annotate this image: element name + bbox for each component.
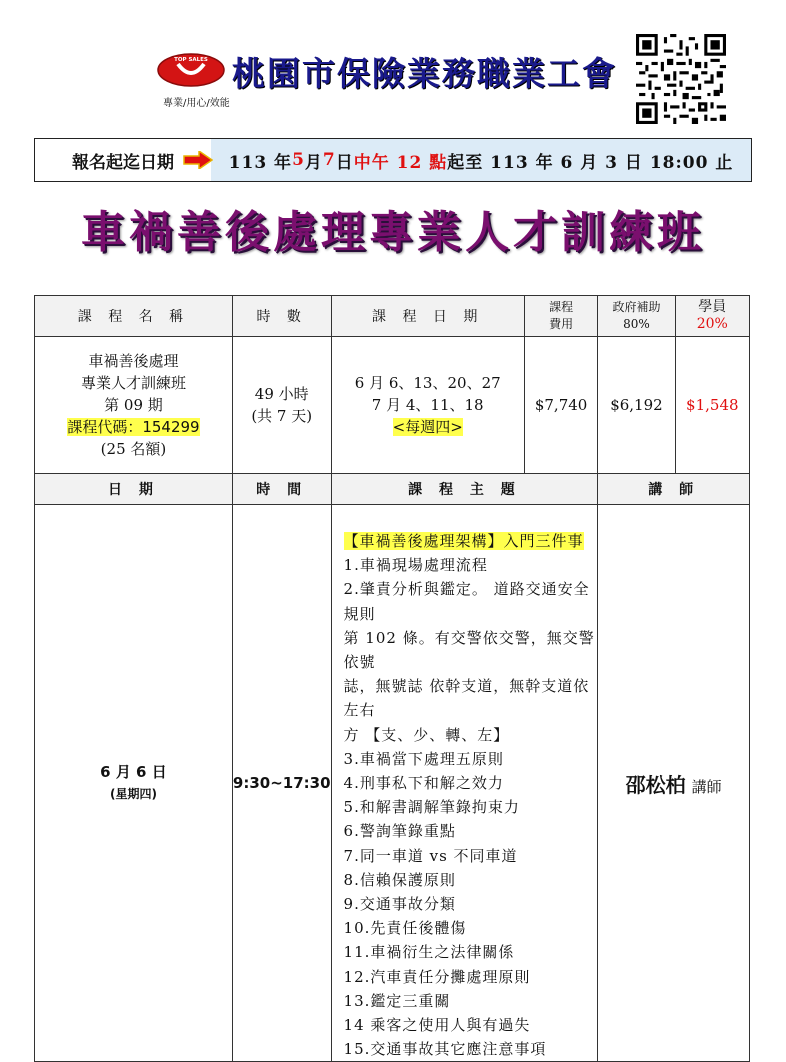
arrow-right-icon — [183, 151, 213, 169]
topic-item: 誌，無號誌 依幹支道，無幹支道依左右 — [343, 677, 590, 720]
topic-list — [331, 505, 598, 1062]
course-quota: (25 名額) — [100, 440, 167, 458]
header-student-l1: 學員 — [698, 299, 727, 315]
session-date-weekday: (星期四) — [109, 787, 157, 802]
topic-item: 4.刑事私下和解之效力 — [343, 774, 504, 793]
course-name-line: 車禍善後處理 — [88, 352, 179, 370]
topic-item: 方 【支、少、轉、左】 — [343, 725, 510, 744]
header-course-name: 課 程 名 稱 — [35, 296, 233, 337]
header-time: 時 間 — [232, 474, 331, 505]
course-name-line: 第 09 期 — [104, 396, 163, 414]
course-name-line: 專業人才訓練班 — [80, 374, 186, 392]
topic-item: 2.肇責分析與鑑定。 道路交通安全規則 — [343, 580, 590, 623]
registration-label-text: 報名起迄日期 — [72, 152, 174, 173]
header-student-l2: 20% — [696, 316, 728, 332]
registration-label — [35, 139, 211, 181]
header-course-dates: 課 程 日 期 — [331, 296, 524, 337]
header-fee — [524, 296, 597, 337]
dates-cell — [331, 337, 524, 474]
topic-item: 11.車禍衍生之法律關係 — [343, 943, 515, 962]
header-student — [675, 296, 749, 337]
topic-item: 8.信賴保護原則 — [343, 870, 456, 889]
registration-bar — [34, 138, 752, 182]
topic-item: 10.先責任後體傷 — [343, 919, 467, 938]
topic-item: 9.交通事故分類 — [343, 895, 456, 914]
union-name: 桃園市保險業務職業工會 — [232, 54, 617, 93]
dates-weekday-note: <每週四> — [392, 418, 463, 436]
subsidy-value: $6,192 — [598, 337, 675, 474]
registration-period — [211, 139, 751, 181]
reg-part: 起至 113 年 6 月 3 日 18:00 止 — [447, 152, 734, 173]
header-fee-l2: 費用 — [549, 317, 574, 331]
header-date: 日 期 — [35, 474, 233, 505]
topic-item: 第 102 條。有交警依交警，無交警依號 — [343, 628, 595, 672]
topic-item: 7.同一車道 vs 不同車道 — [343, 846, 518, 865]
reg-part: 113 年 — [228, 152, 293, 173]
topic-item: 14 乘客之使用人與有過失 — [343, 1016, 531, 1035]
dates-june: 6 月 6、13、20、27 — [354, 374, 501, 392]
header-hours: 時 數 — [232, 296, 331, 337]
session-time: 9:30~17:30 — [232, 505, 331, 1062]
reg-month: 5 — [292, 150, 305, 170]
slogan: 專業/用心/效能 — [163, 98, 230, 109]
reg-part: 日 — [335, 152, 354, 173]
header-teacher: 講 師 — [598, 474, 750, 505]
page-title: 車禍善後處理專業人才訓練班 — [81, 207, 705, 258]
topic-title: 【車禍善後處理架構】入門三件事 — [343, 532, 584, 550]
hours-cell — [232, 337, 331, 474]
teacher-cell — [598, 505, 750, 1062]
student-pay-value: $1,548 — [675, 337, 749, 474]
teacher-name: 邵松柏 — [625, 772, 686, 797]
days-total: (共 7 天) — [251, 407, 313, 425]
session-date — [35, 505, 233, 1062]
header-subsidy — [598, 296, 675, 337]
reg-noon: 中午 12 點 — [353, 152, 448, 173]
reg-part: 月 — [304, 152, 323, 173]
course-name-cell — [35, 337, 233, 474]
topic-item: 12.汽車責任分攤處理原則 — [343, 967, 531, 986]
qr-code-icon — [636, 34, 726, 124]
header-subsidy-l2: 80% — [623, 317, 650, 331]
topic-item: 5.和解書調解筆錄拘束力 — [343, 798, 520, 817]
topic-item: 6.警詢筆錄重點 — [343, 822, 456, 841]
reg-day: 7 — [322, 150, 336, 170]
fee-value: $7,740 — [524, 337, 597, 474]
header-fee-l1: 課程 — [549, 300, 574, 314]
header-subsidy-l1: 政府補助 — [612, 300, 661, 314]
topic-item: 1.車禍現場處理流程 — [343, 556, 488, 575]
course-table — [34, 295, 750, 1062]
session-date-day: 6 月 6 日 — [100, 763, 167, 782]
topic-item: 15.交通事故其它應注意事項 — [343, 1040, 547, 1059]
dates-july: 7 月 4、11、18 — [371, 396, 484, 414]
topic-item: 3.車禍當下處理五原則 — [343, 749, 504, 768]
teacher-title: 講師 — [691, 777, 722, 796]
hours-total: 49 小時 — [254, 385, 309, 403]
header-topic: 課 程 主 題 — [331, 474, 598, 505]
union-logo — [156, 52, 226, 88]
topic-item: 13.鑑定三重關 — [343, 991, 451, 1010]
course-code: 課程代碼：154299 — [67, 418, 200, 436]
logo-text: TOP SALES — [174, 57, 208, 63]
